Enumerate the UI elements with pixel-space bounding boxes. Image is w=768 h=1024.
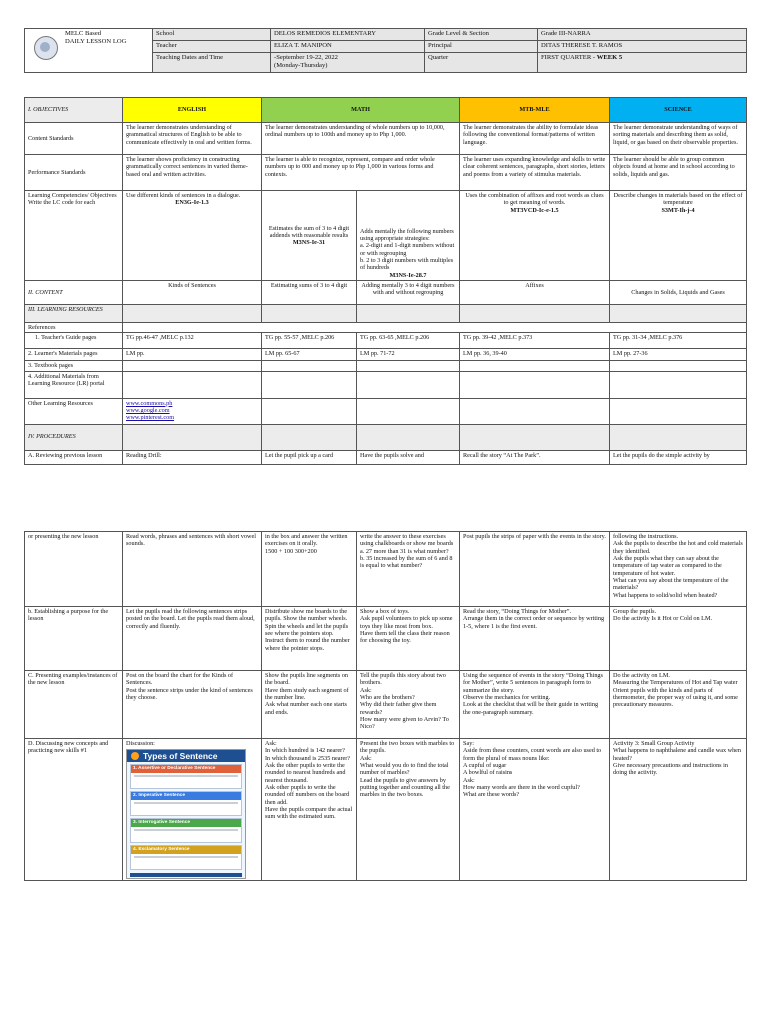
additional-materials-mtb xyxy=(460,371,610,398)
teachers-guide-label: 1. Teacher's Guide pages xyxy=(25,333,123,349)
competencies-math1-text: Estimates the sum of 3 to 4 digit addends with reasonable results xyxy=(268,224,350,239)
school-label: School xyxy=(153,29,271,41)
quarter-label: Quarter xyxy=(425,53,538,73)
reviewing-english: Reading Drill: xyxy=(123,450,262,464)
learning-resources-math2 xyxy=(357,305,460,323)
learners-materials-math2: LM pp. 71-72 xyxy=(357,349,460,361)
row-c-english: Post on the board the chart for the Kinds of Sentences. Post the sentence strips under the kind of sentences they choose. xyxy=(123,671,262,739)
row-b-math1: Distribute show me boards to the pupils. Show the number wheels. Spin the wheels and let the pupils see where the pointers stop. Instruct them to round the number where the pointer stops. xyxy=(262,607,357,671)
teacher-value: ELIZA T. MANIPON xyxy=(271,41,425,53)
other-resources-math1 xyxy=(262,398,357,424)
objectives-heading: I. OBJECTIVES xyxy=(25,98,123,123)
link-pinterest[interactable]: www.pinterest.com xyxy=(126,414,175,422)
row-a-label: or presenting the new lesson xyxy=(25,532,123,607)
procedures-english xyxy=(123,424,262,450)
competencies-mtb xyxy=(460,191,610,281)
procedures-mtb xyxy=(460,424,610,450)
reviewing-label: A. Reviewing previous lesson xyxy=(25,450,123,464)
additional-materials-label: 4. Additional Materials from Learning Resource (LR) portal xyxy=(25,371,123,398)
poster-section-2-line xyxy=(134,802,238,804)
competencies-math2 xyxy=(357,191,460,281)
procedures-math2 xyxy=(357,424,460,450)
procedures-table xyxy=(24,531,747,881)
learning-resources-science xyxy=(610,305,747,323)
grade-label: Grade Level & Section xyxy=(425,29,538,41)
poster-section-3-line xyxy=(134,829,238,831)
row-d-math1: Ask: In which hundred is 142 nearer? In which thousand is 2535 nearer? Ask the other pupils to write the rounded to nearest hundreds and nearest thousand. Ask other pupils to write the rounded off numbers on the board then add. Have the pupils compare the actual sum with the estimated sum. xyxy=(262,739,357,881)
content-english: Kinds of Sentences xyxy=(123,281,262,305)
performance-standards-label: Performance Standards xyxy=(25,155,123,191)
teachers-guide-science: TG pp. 31-34 ,MELC p.376 xyxy=(610,333,747,349)
teachers-guide-mtb: TG pp. 39-42 ,MELC p.373 xyxy=(460,333,610,349)
row-c-science: Do the activity on LM. Measuring the Temperatures of Hot and Tap water Orient pupils with the kinds and parts of thermometer, the proper way of using it, and some precautionary measures. xyxy=(610,671,747,739)
teachers-guide-english: TG pp.46-47 ,MELC p.132 xyxy=(123,333,262,349)
other-resources-science xyxy=(610,398,747,424)
poster-section-2 xyxy=(130,791,242,816)
row-a-english: Read words, phrases and sentences with short vowel sounds. xyxy=(123,532,262,607)
content-standards-science: The learner demonstrate understanding of ways of sorting materials and describing them as solid, liquid, or gas based on their observable properties. xyxy=(610,123,747,155)
competencies-mtb-code: MT3VCD-Ic-e-1.5 xyxy=(510,206,559,214)
row-d-label: D. Discussing new concepts and practicing new skills #1 xyxy=(25,739,123,881)
content-label: II. CONTENT xyxy=(25,281,123,305)
row-d-english-text: Discussion: xyxy=(126,740,155,747)
competencies-math1 xyxy=(262,191,357,281)
poster-section-3-title: 3. Interrogative Sentence xyxy=(131,819,241,827)
textbook-label: 3. Textbook pages xyxy=(25,361,123,371)
subject-english: ENGLISH xyxy=(123,98,262,123)
textbook-english xyxy=(123,361,262,371)
learning-resources-mtb xyxy=(460,305,610,323)
competencies-math1-code: M3NS-Ie-31 xyxy=(292,239,326,247)
header-title-line2: DAILY LESSON LOG xyxy=(65,37,127,45)
textbook-science xyxy=(610,361,747,371)
content-standards-english: The learner demonstrates understanding of grammatical structures of English to be able to communicate effectively in oral and written forms. xyxy=(123,123,262,155)
header-table xyxy=(24,28,747,73)
quarter-week: WEEK 5 xyxy=(596,54,623,61)
link-commons[interactable]: www.commons.ph xyxy=(126,399,173,407)
row-a-mtb: Post pupils the strips of paper with the events in the story. xyxy=(460,532,610,607)
teachers-guide-math1: TG pp. 55-57 ,MELC p.206 xyxy=(262,333,357,349)
row-c-math1: Show the pupils line segments on the board. Have them study each segment of the number line. Ask what number each one starts and ends. xyxy=(262,671,357,739)
poster-header xyxy=(127,750,245,762)
competencies-english-code: EN3G-Ie-1.3 xyxy=(175,199,209,207)
row-d-english xyxy=(123,739,262,881)
types-of-sentence-poster xyxy=(126,749,246,879)
row-b-math2: Show a box of toys. Ask pupil volunteers to pick up some toys they like most from box. Have them tell the class their reason for choosing the toy. xyxy=(357,607,460,671)
content-math1: Estimating sums of 3 to 4 digit xyxy=(262,281,357,305)
school-value: DELOS REMEDIOS ELEMENTARY xyxy=(271,29,425,41)
competencies-science xyxy=(610,191,747,281)
learners-materials-label: 2. Learner's Materials pages xyxy=(25,349,123,361)
quarter-value xyxy=(538,53,747,73)
competencies-math2-code: M3NS-Ie-28.7 xyxy=(389,271,427,279)
learners-materials-math1: LM pp. 65-67 xyxy=(262,349,357,361)
competencies-math2-text: Adds mentally the following numbers using appropriate strategies: a. 2-digit and 1-digit numbers without or with regrouping b. 2 to 3 digit numbers with multiples of hundreds xyxy=(360,227,455,272)
learning-resources-label: III. LEARNING RESOURCES xyxy=(25,305,123,323)
reviewing-mtb: Recall the story “At The Park”. xyxy=(460,450,610,464)
row-a-math1: in the box and answer the written exercises on it orally. 1500 + 100 300+200 xyxy=(262,532,357,607)
poster-section-4 xyxy=(130,845,242,870)
row-c-math2: Tell the pupils this story about two brothers. Ask: Who are the brothers? Why did their father give them rewards? How many were given to Arvin? To Nico? xyxy=(357,671,460,739)
poster-section-1-line xyxy=(134,775,238,777)
performance-standards-mtb: The learner uses expanding knowledge and skills to write clear coherent sentences, paragraphs, short stories, letters and poems from a variety of stimulus materials. xyxy=(460,155,610,191)
quarter-prefix: FIRST QUARTER - xyxy=(541,54,597,61)
other-resources-math2 xyxy=(357,398,460,424)
row-a-science: following the instructions. Ask the pupils to describe the hot and cold materials they identified. Ask the pupils what they can say about the temperature of tap water as compared to the temperature of hot water. What can you say about the temperature of the materials? What happens to solid/solid when heated? xyxy=(610,532,747,607)
row-d-math2: Present the two boxes with marbles to the pupils. Ask: What would you do to find the total number of marbles? Lead the pupils to give answers by putting together and counting all the marbles in the two boxes. xyxy=(357,739,460,881)
reviewing-math2: Have the pupils solve and xyxy=(357,450,460,464)
performance-standards-science: The learner should be able to group common objects found at home and in school according to solids, liquids and gas. xyxy=(610,155,747,191)
principal-label: Principal xyxy=(425,41,538,53)
references-empty xyxy=(123,323,747,333)
content-standards-mtb: The learner demonstrates the ability to formulate ideas following the conventional format/patterns of written language. xyxy=(460,123,610,155)
subject-mtb: MTB-MLE xyxy=(460,98,610,123)
other-resources-mtb xyxy=(460,398,610,424)
procedures-label: IV. PROCEDURES xyxy=(25,424,123,450)
other-resources-label: Other Learning Resources xyxy=(25,398,123,424)
row-b-mtb: Read the story, “Doing Things for Mother”. Arrange them in the correct order or sequence by writing 1-5, where 1 is the first event. xyxy=(460,607,610,671)
learners-materials-english: LM pp. xyxy=(123,349,262,361)
poster-title: Types of Sentence xyxy=(143,751,218,762)
row-a-math2: write the answer to these exercises using chalkboards or show me boards a. 27 more than 31 is what number? b. 35 increased by the sum of 6 and 8 is equal to what number? xyxy=(357,532,460,607)
row-d-mtb: Say: Aside from these counters, count words are also used to form the plural of mass nouns like: A cupful of sugar A bowlful of raisins Ask: How many words are there in the word cupful? What are these words? xyxy=(460,739,610,881)
competencies-science-code: S3MT-Ih-j-4 xyxy=(661,206,695,214)
row-c-mtb: Using the sequence of events in the story “Doing Things for Mother”, write 5 sentences in paragraph form to summarize the story. Observe the mechanics for writing. Look at the checklist that will be their guide in writing the one-paragraph summary. xyxy=(460,671,610,739)
reviewing-science: Let the pupils do the simple activity by xyxy=(610,450,747,464)
row-b-label: b. Establishing a purpose for the lesson xyxy=(25,607,123,671)
poster-badge-icon xyxy=(131,752,139,760)
competencies-label: Learning Competencies/ Objectives Write the LC code for each xyxy=(25,191,123,281)
row-b-english: Let the pupils read the following sentences strips posted on the board. Let the pupils read them aloud, correctly and fluently. xyxy=(123,607,262,671)
content-math2: Adding mentally 3 to 4 digit numbers with and without regrouping xyxy=(357,281,460,305)
dates-label: Teaching Dates and Time xyxy=(153,53,271,73)
poster-section-4-line xyxy=(134,856,238,858)
textbook-mtb xyxy=(460,361,610,371)
performance-standards-math: The learner is able to recognize, represent, compare and order whole numbers up to 000 and money up to Php 1,000 in various forms and contexts. xyxy=(262,155,460,191)
procedures-math1 xyxy=(262,424,357,450)
content-standards-math: The learner demonstrates understanding of whole numbers up to 10,000, ordinal numbers up to 100th and money up to Php 1,000. xyxy=(262,123,460,155)
textbook-math1 xyxy=(262,361,357,371)
row-c-label: C. Presenting examples/instances of the new lesson xyxy=(25,671,123,739)
header-title-line1: MELC Based xyxy=(65,30,102,37)
learners-materials-mtb: LM pp. 36, 39-40 xyxy=(460,349,610,361)
procedures-science xyxy=(610,424,747,450)
deped-seal-icon xyxy=(34,36,58,60)
competencies-english xyxy=(123,191,262,281)
dates-value: -September 19-22, 2022 (Monday-Thursday) xyxy=(271,53,425,73)
learners-materials-science: LM pp. 27-36 xyxy=(610,349,747,361)
reviewing-math1: Let the pupil pick up a card xyxy=(262,450,357,464)
competencies-english-text: Use different kinds of sentences in a dialogue. xyxy=(126,192,241,199)
grade-value: Grade III-NARRA xyxy=(538,29,747,41)
competencies-science-text: Describe changes in materials based on the effect of temperature xyxy=(613,192,743,207)
poster-section-4-title: 4. Exclamatory Sentence xyxy=(131,846,241,854)
objectives-table xyxy=(24,97,747,465)
additional-materials-english xyxy=(123,371,262,398)
additional-materials-math2 xyxy=(357,371,460,398)
additional-materials-science xyxy=(610,371,747,398)
poster-section-1 xyxy=(130,764,242,789)
performance-standards-english: The learner shows proficiency in constructing grammatically correct sentences in varied theme-based oral and written activities. xyxy=(123,155,262,191)
subject-science: SCIENCE xyxy=(610,98,747,123)
content-standards-label: Content Standards xyxy=(25,123,123,155)
content-mtb: Affixes xyxy=(460,281,610,305)
content-science: Changes in Solids, Liquids and Gases xyxy=(610,281,747,305)
textbook-math2 xyxy=(357,361,460,371)
references-label: References xyxy=(25,323,123,333)
competencies-mtb-text: Uses the combination of affixes and root words as clues to get meaning of words. xyxy=(465,192,604,207)
other-resources-links xyxy=(123,398,262,424)
principal-value: DITAS THERESE T. RAMOS xyxy=(538,41,747,53)
poster-footer xyxy=(130,873,242,877)
poster-section-1-title: 1. Assertive or Declarative Sentence xyxy=(131,765,241,773)
learning-resources-english xyxy=(123,305,262,323)
teachers-guide-math2: TG pp. 63-65 ,MELC p.206 xyxy=(357,333,460,349)
link-google[interactable]: www.google.com xyxy=(126,406,170,414)
additional-materials-math1 xyxy=(262,371,357,398)
row-d-science: Activity 3: Small Group Activity What happens to naphthalene and candle wax when heated? Give necessary precautions and instructions in doing the activity. xyxy=(610,739,747,881)
subject-math: MATH xyxy=(262,98,460,123)
poster-section-2-title: 2. Imperative Sentence xyxy=(131,792,241,800)
row-b-science: Group the pupils. Do the activity Is it Hot or Cold on LM. xyxy=(610,607,747,671)
poster-section-3 xyxy=(130,818,242,843)
learning-resources-math1 xyxy=(262,305,357,323)
teacher-label: Teacher xyxy=(153,41,271,53)
